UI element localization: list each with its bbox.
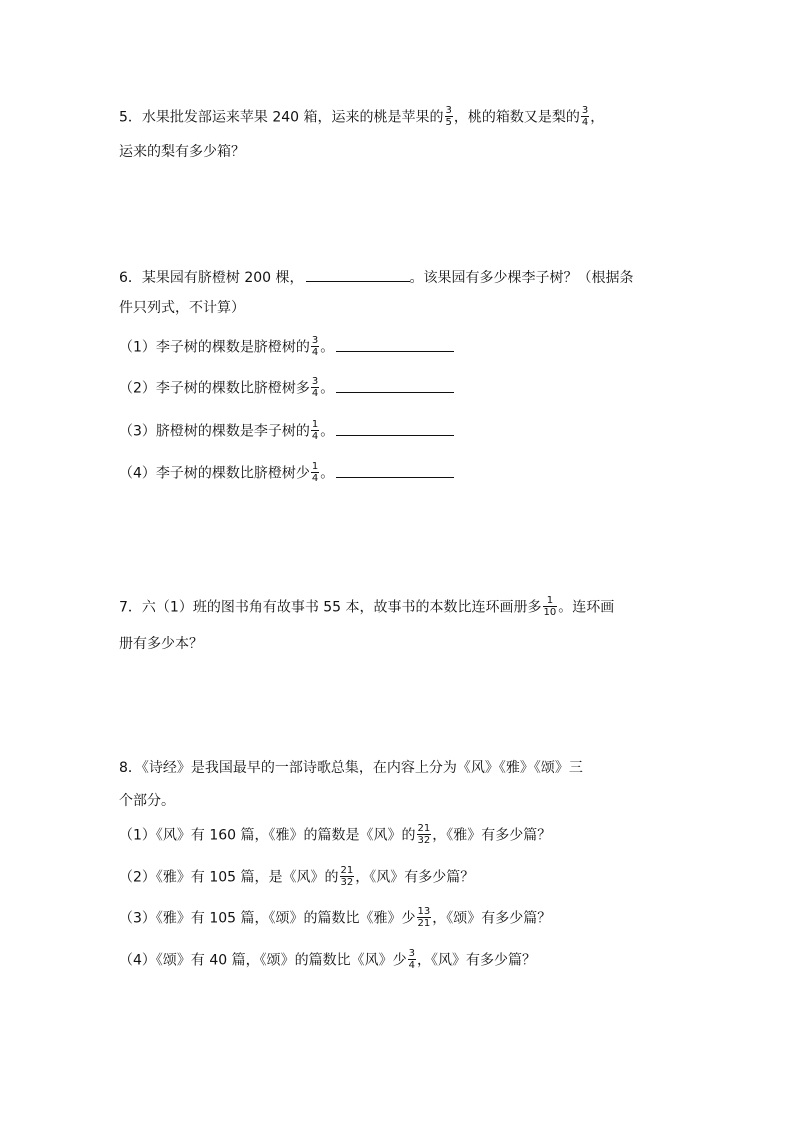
fraction-denominator: 4 — [408, 960, 415, 971]
q5-text-c: ， — [590, 109, 605, 126]
q6-line1 — [119, 268, 634, 288]
fraction-denominator: 4 — [581, 117, 589, 128]
answer-blank[interactable] — [336, 379, 454, 393]
fraction-numerator: 3 — [311, 335, 319, 346]
fraction-numerator: 1 — [543, 595, 558, 607]
q6-item-fraction — [311, 419, 319, 442]
fraction-denominator: 4 — [311, 431, 319, 442]
q6-item — [119, 336, 454, 359]
q6-item-end: 。 — [320, 339, 335, 356]
q8-item — [119, 824, 551, 847]
q8-line2: 个部分。 — [119, 793, 175, 809]
q8-item-fraction — [417, 823, 432, 846]
q8-item — [119, 907, 551, 930]
q8-item-fraction — [417, 906, 432, 929]
q6-item-text: （3）脐橙树的棵数是李子树的 — [119, 423, 310, 440]
fraction-denominator: 4 — [311, 388, 319, 399]
q8-item-question: ，《雅》有多少篇？ — [432, 827, 552, 844]
q7-text-b: 。连环画 — [558, 599, 615, 616]
q6-item — [119, 420, 454, 443]
q8-item-question: ，《颂》有多少篇？ — [432, 910, 552, 927]
q8-line1: 8．《诗经》是我国最早的一部诗歌总集，在内容上分为《风》《雅》《颂》三 — [119, 760, 583, 776]
fraction-denominator: 4 — [311, 473, 319, 484]
q6-item — [119, 377, 454, 400]
q5-line1 — [119, 106, 604, 129]
fraction-numerator: 3 — [311, 376, 319, 387]
q7-line2: 册有多少本？ — [119, 636, 203, 652]
q6-text-a: 6．某果园有脐橙树 200 棵， — [119, 270, 304, 286]
fraction-denominator: 32 — [340, 877, 354, 888]
q6-item-fraction — [311, 376, 319, 399]
fraction-denominator: 21 — [417, 918, 431, 929]
q8-item-text: （2）《雅》有 105 篇，是《风》的 — [119, 869, 339, 886]
q5-fraction-1 — [445, 105, 453, 128]
q6-text-b: 。该果园有多少棵李子树？（根据条 — [409, 270, 634, 286]
q8-item-text: （4）《颂》有 40 篇，《颂》的篇数比《风》少 — [119, 952, 407, 969]
q6-item-end: 。 — [320, 380, 335, 397]
fraction-numerator: 21 — [417, 823, 431, 834]
q6-item-text: （2）李子树的棵数比脐橙树多 — [119, 380, 310, 397]
q6-item — [119, 462, 454, 485]
answer-blank[interactable] — [336, 338, 454, 352]
fraction-numerator: 13 — [417, 906, 431, 917]
q5-text-b: ，桃的箱数又是梨的 — [453, 109, 580, 126]
fraction-numerator: 3 — [581, 105, 589, 116]
fraction-numerator: 1 — [311, 419, 319, 430]
q5-fraction-2 — [581, 105, 589, 128]
fraction-denominator: 5 — [445, 117, 452, 128]
q6-line2: 件只列式，不计算） — [119, 300, 245, 316]
q8-item — [119, 866, 474, 889]
fraction-denominator: 32 — [417, 835, 431, 846]
q6-condition-blank[interactable] — [306, 268, 410, 282]
q7-text-a: 7．六（1）班的图书角有故事书 55 本，故事书的本数比连环画册多 — [119, 599, 542, 616]
fraction-numerator: 3 — [445, 105, 452, 116]
q8-item-text: （3）《雅》有 105 篇，《颂》的篇数比《雅》少 — [119, 910, 416, 927]
answer-blank[interactable] — [336, 464, 454, 478]
q8-item — [119, 949, 536, 972]
q8-item-text: （1）《风》有 160 篇，《雅》的篇数是《风》的 — [119, 827, 416, 844]
q6-item-end: 。 — [320, 465, 335, 482]
q6-item-text: （4）李子树的棵数比脐橙树少 — [119, 465, 310, 482]
q6-item-fraction — [311, 335, 319, 358]
q8-item-fraction — [340, 865, 355, 888]
q8-item-fraction — [408, 948, 416, 971]
q8-item-question: ，《风》有多少篇？ — [417, 952, 536, 969]
q7-fraction — [543, 595, 558, 618]
fraction-numerator: 21 — [340, 865, 354, 876]
q6-item-text: （1）李子树的棵数是脐橙树的 — [119, 339, 310, 356]
fraction-denominator: 10 — [543, 607, 557, 618]
answer-blank[interactable] — [336, 422, 454, 436]
fraction-numerator: 3 — [408, 948, 415, 959]
q6-item-fraction — [311, 461, 319, 484]
fraction-numerator: 1 — [311, 461, 319, 472]
q7-line1 — [119, 596, 614, 619]
q8-item-question: ，《风》有多少篇？ — [355, 869, 475, 886]
q5-text-a: 5．水果批发部运来苹果 240 箱，运来的桃是苹果的 — [119, 109, 444, 126]
q5-line2: 运来的梨有多少箱？ — [119, 144, 245, 160]
q6-item-end: 。 — [320, 423, 335, 440]
fraction-denominator: 4 — [311, 347, 319, 358]
